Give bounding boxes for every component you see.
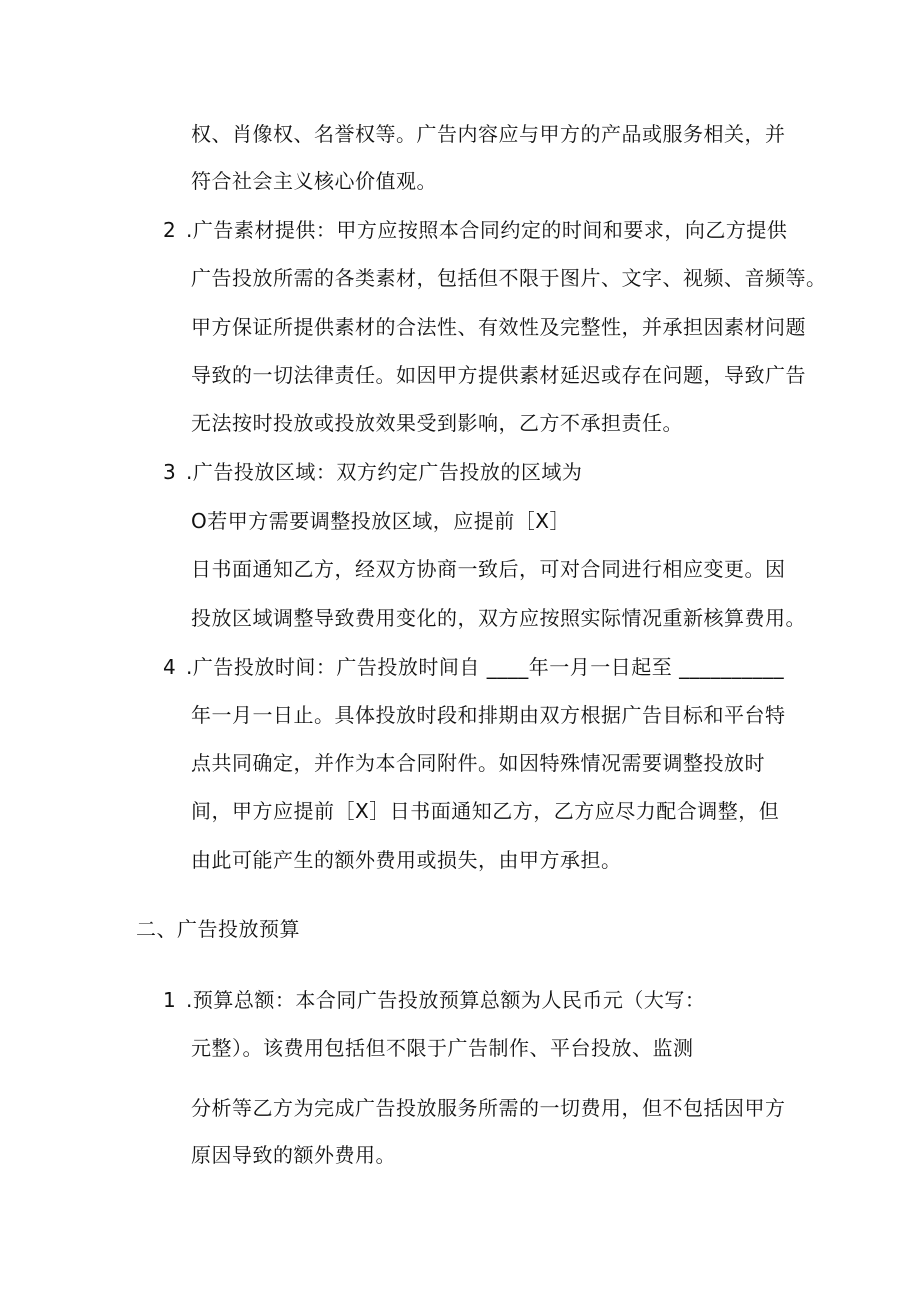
paragraph-line: 无法按时投放或投放效果受到影响，乙方不承担责任。 — [191, 411, 683, 435]
item-number: 4 — [163, 655, 176, 679]
paragraph-line: 原因导致的额外费用。 — [191, 1143, 396, 1167]
paragraph-line: 由此可能产生的额外费用或损失，由甲方承担。 — [191, 848, 622, 872]
paragraph-line: 投放区域调整导致费用变化的，双方应按照实际情况重新核算费用。 — [191, 606, 806, 630]
paragraph-line: .广告投放区域：双方约定广告投放的区域为 — [186, 460, 583, 484]
paragraph-line: 导致的一切法律责任。如因甲方提供素材延迟或存在问题，导致广告 — [191, 363, 806, 387]
paragraph-line: .广告素材提供：甲方应按照本合同约定的时间和要求，向乙方提供 — [186, 218, 788, 242]
paragraph-line: .广告投放时间：广告投放时间自 ____年一月一日起至 __________ — [186, 655, 785, 679]
paragraph-line: 权、肖像权、名誉权等。广告内容应与甲方的产品或服务相关，并 — [191, 122, 786, 146]
paragraph-line: 年一月一日止。具体投放时段和排期由双方根据广告目标和平台特 — [191, 703, 786, 727]
item-number: 1 — [163, 988, 176, 1012]
paragraph-line: 点共同确定，并作为本合同附件。如因特殊情况需要调整投放时 — [191, 751, 765, 775]
paragraph-line: 间，甲方应提前［X］日书面通知乙方，乙方应尽力配合调整，但 — [191, 799, 780, 823]
item-number: 3 — [163, 460, 176, 484]
paragraph-line: 符合社会主义核心价值观。 — [191, 169, 437, 193]
paragraph-line: 广告投放所需的各类素材，包括但不限于图片、文字、视频、音频等。 — [191, 266, 827, 290]
paragraph-line: .预算总额：本合同广告投放预算总额为人民币元（大写： — [186, 988, 706, 1012]
paragraph-line: 元整）。该费用包括但不限于广告制作、平台投放、监测 — [191, 1036, 694, 1060]
paragraph-line: O若甲方需要调整投放区域，应提前［X］ — [191, 509, 570, 533]
paragraph-line: 日书面通知乙方，经双方协商一致后，可对合同进行相应变更。因 — [191, 557, 786, 581]
paragraph-line: 分析等乙方为完成广告投放服务所需的一切费用，但不包括因甲方 — [191, 1096, 786, 1120]
paragraph-line: 甲方保证所提供素材的合法性、有效性及完整性，并承担因素材问题 — [191, 315, 806, 339]
item-number: 2 — [163, 218, 176, 242]
section-heading: 二、广告投放预算 — [136, 917, 300, 941]
